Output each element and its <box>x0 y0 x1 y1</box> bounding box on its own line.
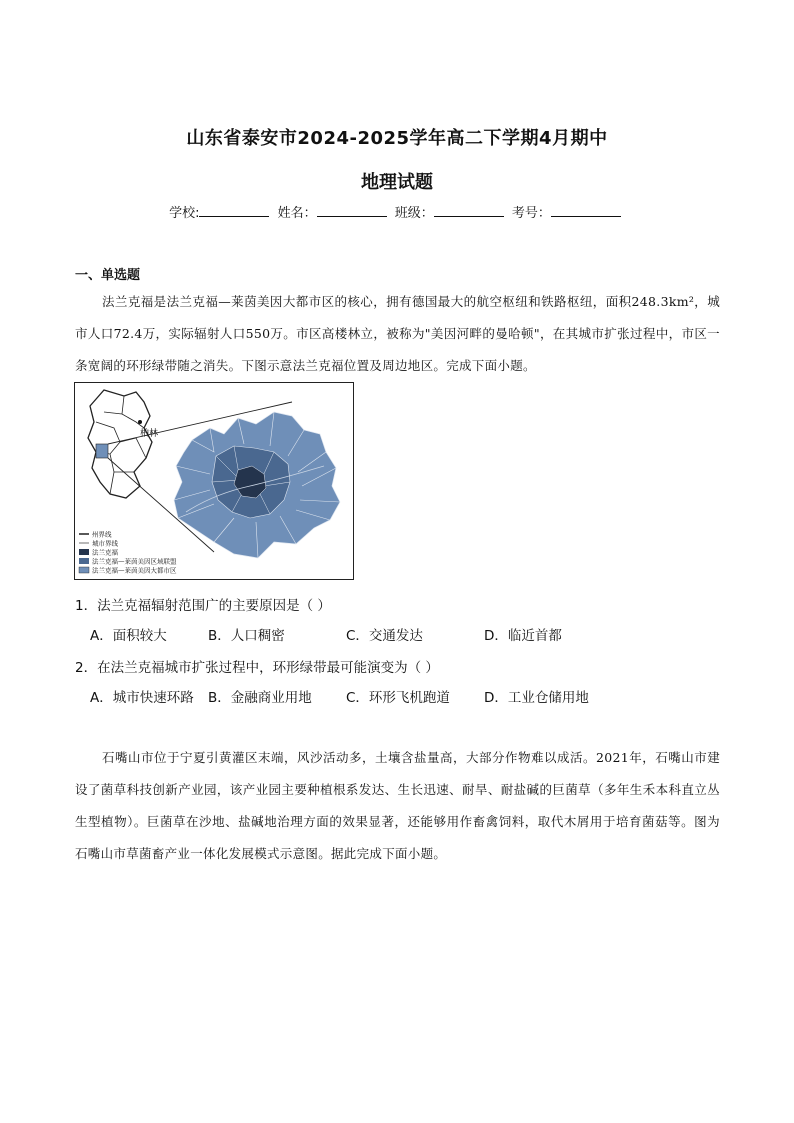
berlin-dot <box>138 420 142 424</box>
document-subtitle: 地理试题 <box>361 172 433 193</box>
frankfurt-map <box>74 382 354 580</box>
q1-option-a[interactable]: A．面积较大 <box>90 628 167 644</box>
question-1-stem: 1．法兰克福辐射范围广的主要原因是（ ） <box>75 598 331 614</box>
legend-core-swatch <box>79 549 89 555</box>
school-blank[interactable] <box>199 204 269 217</box>
legend-association-swatch <box>79 558 89 564</box>
q2-option-c[interactable]: C．环形飞机跑道 <box>346 690 450 706</box>
frankfurt-map-svg <box>74 382 354 580</box>
q2-option-b[interactable]: B．金融商业用地 <box>208 690 312 706</box>
exam-number-blank[interactable] <box>551 204 621 217</box>
document-title: 山东省泰安市2024-2025学年高二下学期4月期中 <box>186 128 608 149</box>
exam-number-label: 考号： <box>511 206 551 221</box>
section-title: 一、单选题 <box>75 268 141 283</box>
q1-option-b[interactable]: B．人口稠密 <box>208 628 285 644</box>
student-info-row <box>0 202 794 221</box>
legend-city: 城市界线 <box>92 539 118 548</box>
question-2-stem: 2．在法兰克福城市扩张过程中，环形绿带最可能演变为（ ） <box>75 660 439 676</box>
legend-association: 法兰克福—莱茵美因区域联盟 <box>92 557 177 566</box>
class-label: 班级： <box>394 206 434 221</box>
legend-frankfurt: 法兰克福 <box>92 548 118 557</box>
school-label: 学校: <box>169 206 200 221</box>
frankfurt-location-marker <box>96 444 108 458</box>
berlin-label: 柏林 <box>140 429 159 439</box>
q2-option-a[interactable]: A．城市快速环路 <box>90 690 194 706</box>
legend-metro: 法兰克福—莱茵美因大都市区 <box>92 566 177 575</box>
class-blank[interactable] <box>434 204 504 217</box>
legend-metro-swatch <box>79 567 89 573</box>
q2-option-d[interactable]: D．工业仓储用地 <box>484 690 589 706</box>
name-blank[interactable] <box>317 204 387 217</box>
passage-shizuishan: 石嘴山市位于宁夏引黄灌区末端，风沙活动多，土壤含盐量高，大部分作物难以成活。2021年，石嘴山市建设了菌草科技创新产业园，该产业园主要种植根系发达、生长迅速、耐旱、耐盐碱的巨菌草（多年生禾本科直立丛生型植物）。巨菌草在沙地、盐碱地治理方面的效果显著，还能够用作畜禽饲料，取代木屑用于培育菌菇等。图为石嘴山市草菌畜产业一体化发展模式示意图。据此完成下面小题。 <box>75 750 720 861</box>
passage-frankfurt: 法兰克福是法兰克福—莱茵美因大都市区的核心，拥有德国最大的航空枢纽和铁路枢纽，面积248.3km²，城市人口72.4万，实际辐射人口550万。市区高楼林立，被称为"美因河畔的曼哈顿"，在其城市扩张过程中，市区一条宽阔的环形绿带随之消失。下图示意法兰克福位置及周边地区。完成下面小题。 <box>75 294 720 373</box>
legend-state: 州界线 <box>92 530 112 539</box>
q1-option-d[interactable]: D．临近首都 <box>484 628 562 644</box>
q1-option-c[interactable]: C．交通发达 <box>346 628 423 644</box>
name-label: 姓名： <box>277 206 317 221</box>
